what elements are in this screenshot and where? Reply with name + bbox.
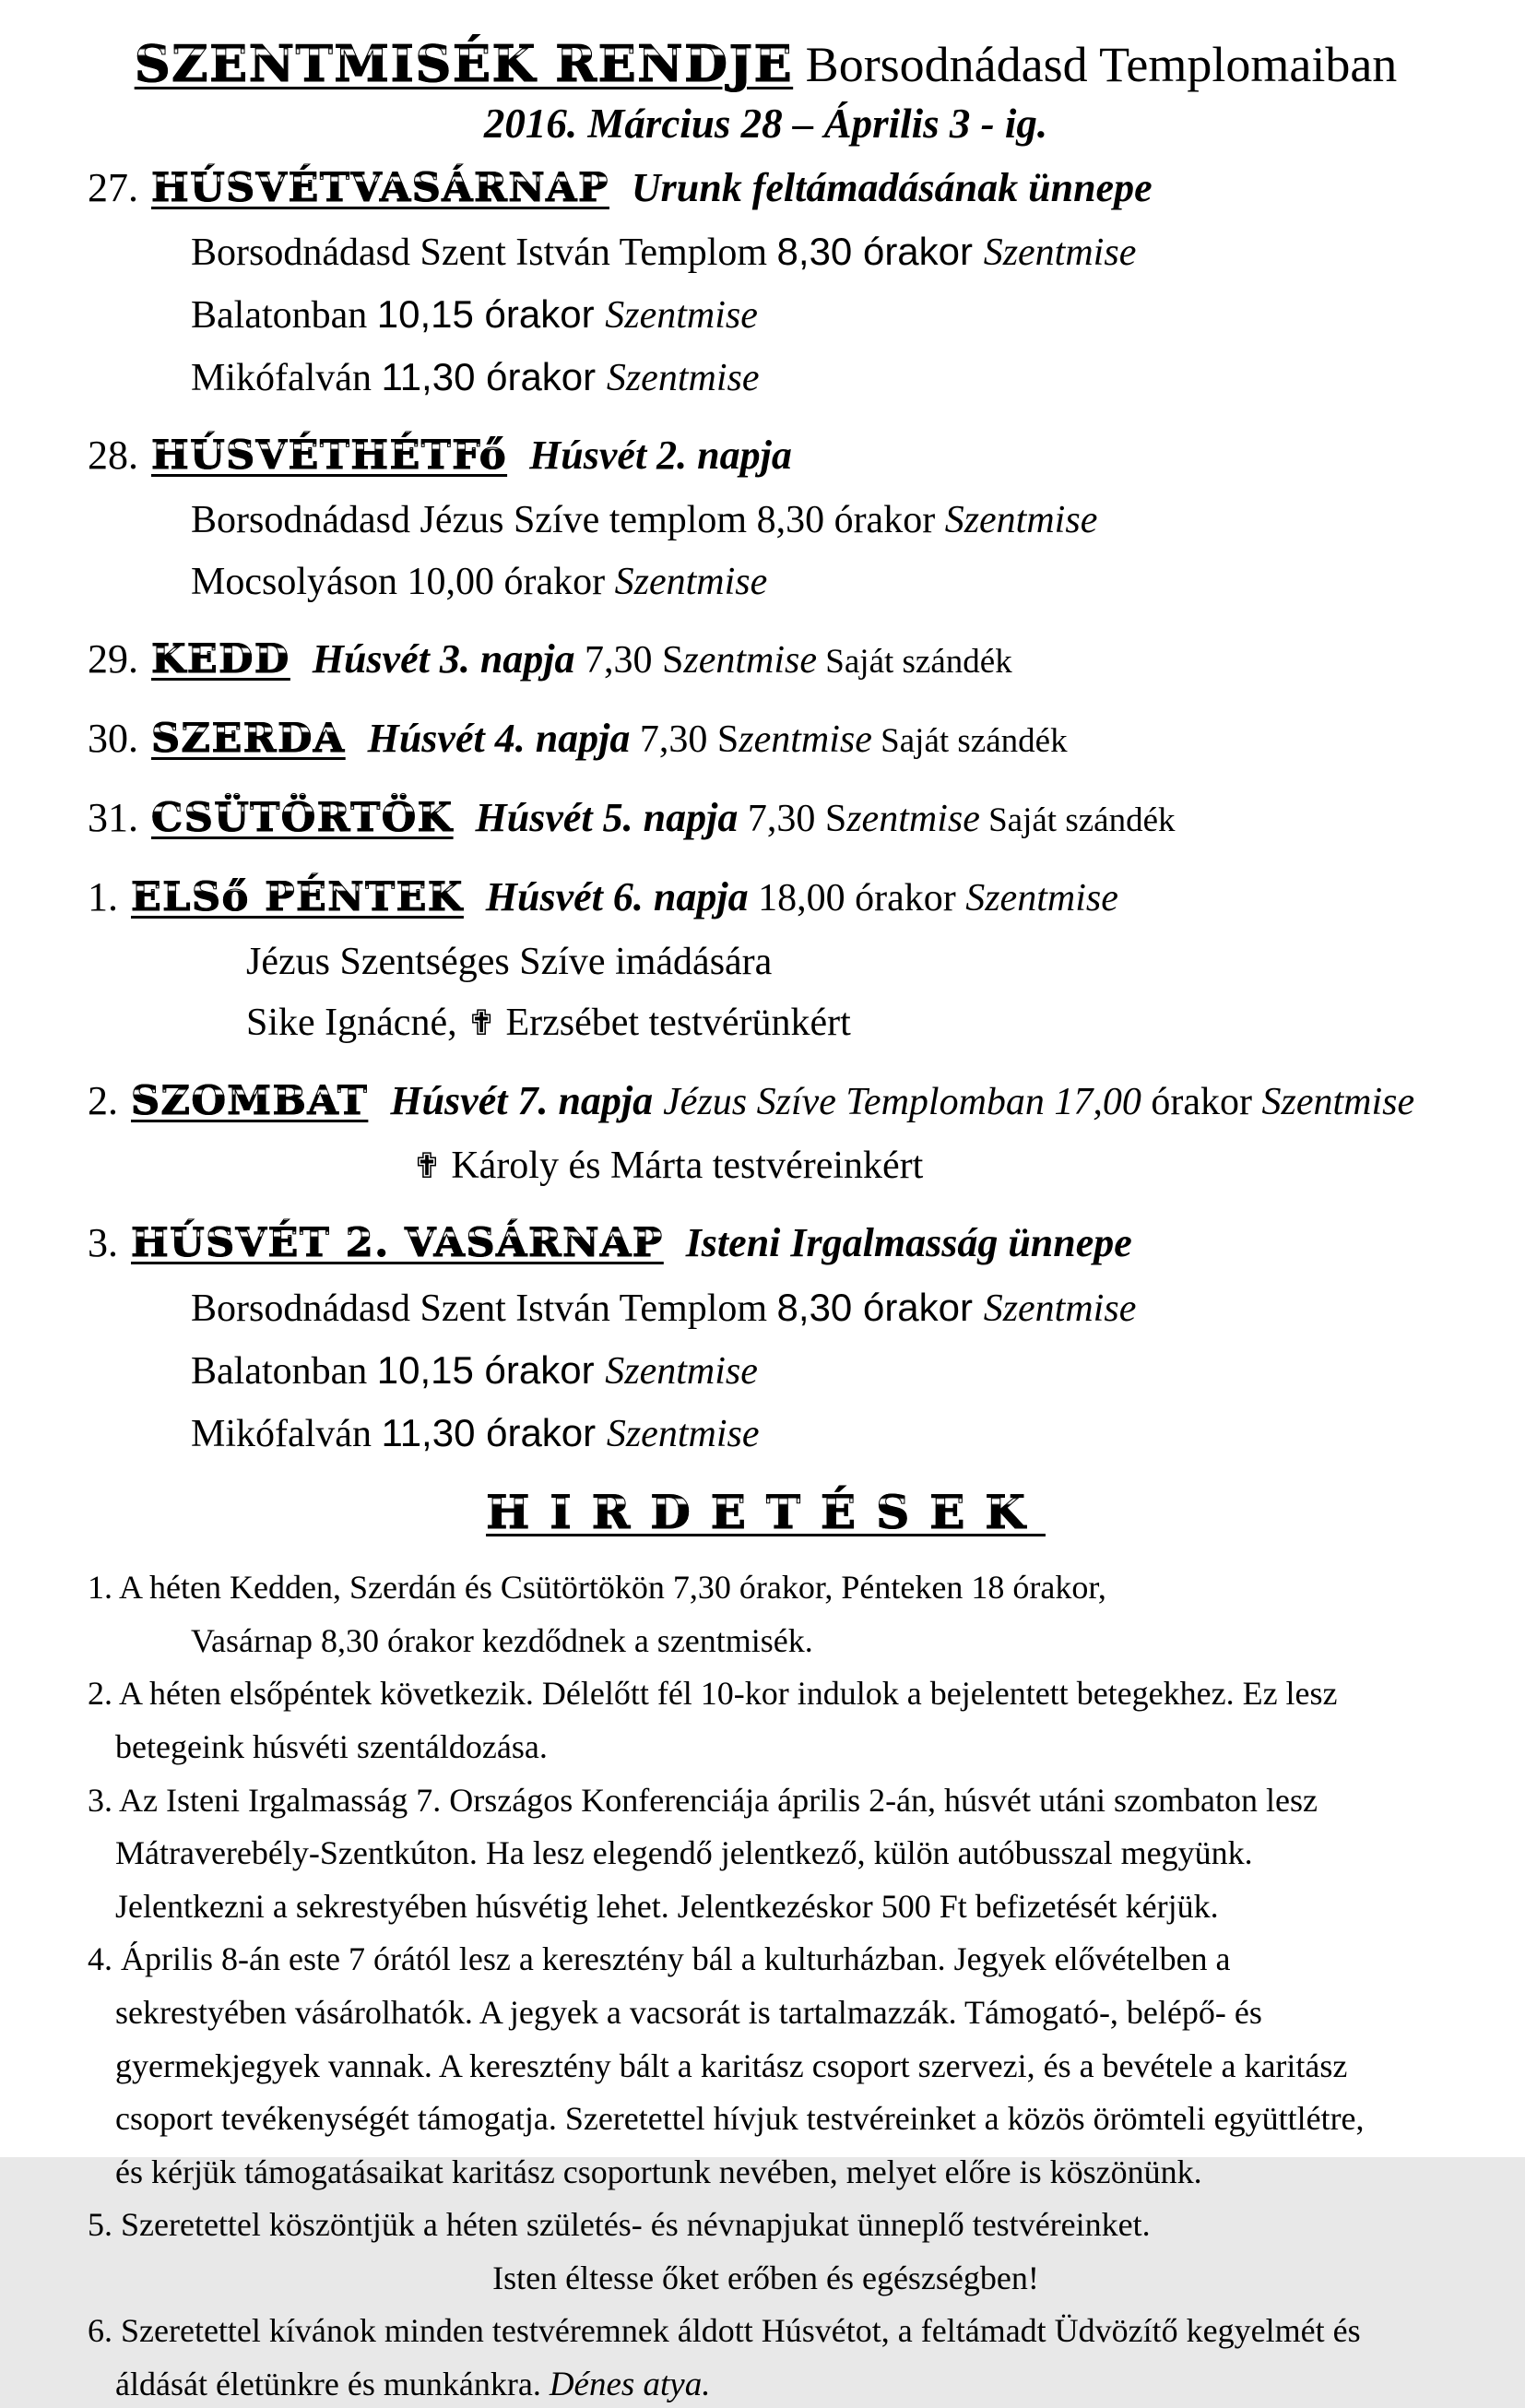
day-name: SZOMBAT: [131, 1078, 369, 1124]
section-header: [88, 429, 1444, 482]
title-decorative-text: SZENTMISÉK RENDJE: [134, 34, 794, 93]
text-run: 10,15 órakor: [376, 1347, 606, 1392]
text-run: Szentmise: [983, 1287, 1137, 1331]
section-header: [88, 161, 1444, 215]
text-run: 1. A héten Kedden, Szerdán és Csütörtökön 7,30 órakor, Pénteken 18 órakor,: [88, 1569, 1106, 1607]
text-run: Jézus Szíve Templomban 17,00: [663, 1081, 1141, 1123]
schedule-section: [88, 429, 1444, 607]
text-run: Szentmise: [614, 560, 768, 603]
day-name: CSÜTÖRTÖK: [151, 795, 454, 842]
text-run: Károly és Márta testvéreinkért: [441, 1144, 924, 1187]
cross-icon: ✟: [467, 1002, 496, 1044]
text-run: Húsvét 3. napja: [312, 636, 575, 682]
text-run: 10,15 órakor: [376, 291, 606, 336]
announcement-line: [88, 1725, 1444, 1770]
text-run: órakor: [1141, 1081, 1262, 1123]
section-header: [88, 1074, 1444, 1128]
announcement-line: [88, 2308, 1444, 2354]
day-name: HÚSVÉT 2. VASÁRNAP: [131, 1220, 664, 1267]
mass-line: [88, 495, 1444, 546]
text-run: 8,30 órakor: [776, 230, 984, 274]
text-run: 18,00 órakor: [748, 876, 966, 919]
text-run: Saját szándék: [817, 643, 1012, 682]
text-run: Jézus Szentséges Szíve imádására: [246, 940, 773, 983]
text-run: Szentmise: [605, 293, 758, 337]
day-number: 1.: [88, 873, 118, 919]
text-run: Húsvét 7. napja: [390, 1078, 664, 1123]
text-run: Húsvét 5. napja: [475, 795, 739, 841]
schedule-section: [88, 871, 1444, 1049]
text-run: Saját szándék: [979, 801, 1176, 840]
text-run: Dénes atya.: [549, 2366, 711, 2404]
document-header: [88, 33, 1444, 148]
text-run: Húsvét 6. napja: [485, 873, 749, 919]
mass-line: [88, 1141, 1444, 1192]
text-run: 7,30 S: [738, 798, 847, 841]
text-run: zentmise: [739, 718, 872, 762]
mass-line: [88, 937, 1444, 988]
text-run: 3. Az Isteni Irgalmasság 7. Országos Konferenciája április 2-án, húsvét utáni szombaton lesz: [88, 1781, 1318, 1819]
announcement-line: [88, 1671, 1444, 1716]
mass-line: [88, 1408, 1444, 1460]
text-run: 6. Szeretettel kívánok minden testvéremnek áldott Húsvétot, a feltámadt Üdvözítő kegyelmét és: [88, 2312, 1361, 2350]
announcement-line: [88, 1831, 1444, 1876]
text-run: Balatonban: [191, 293, 377, 337]
day-number: 2.: [88, 1078, 118, 1123]
text-run: gyermekjegyek vannak. A keresztény bált a karitász csoport szervezi, és a bevétele a karitász: [115, 2046, 1348, 2084]
announcement-line: [88, 2256, 1444, 2301]
day-number: 29.: [88, 636, 138, 682]
section-header: [88, 871, 1444, 924]
announcement-item: [88, 1778, 1444, 1929]
announcements-list: [88, 1565, 1444, 2408]
section-header: [88, 633, 1444, 686]
text-run: betegeink húsvéti szentáldozása.: [115, 1727, 548, 1765]
text-run: Szentmise: [606, 1412, 760, 1455]
text-run: Isteni Irgalmasság ünnepe: [685, 1220, 1132, 1266]
text-run: Mocsolyáson 10,00 órakor: [191, 560, 615, 603]
announcement-line: [88, 2202, 1444, 2248]
text-run: Szentmise: [983, 231, 1137, 275]
text-run: Balatonban: [191, 1349, 377, 1393]
announcement-line: [88, 1565, 1444, 1610]
day-name: HÚSVÉTVASÁRNAP: [151, 164, 609, 211]
text-run: Szentmise: [1261, 1081, 1415, 1123]
page-title: [88, 33, 1444, 97]
announcement-line: [88, 1884, 1444, 1929]
text-run: 11,30 órakor: [381, 1410, 607, 1454]
mass-line: [88, 557, 1444, 608]
announcement-item: [88, 1937, 1444, 2194]
text-run: Mikófalván: [191, 356, 382, 399]
text-run: sekrestyében vásárolhatók. A jegyek a vacsorát is tartalmazzák. Támogató-, belépő- és: [115, 1993, 1262, 2031]
text-run: Urunk feltámadásának ünnepe: [631, 164, 1153, 210]
text-run: Borsodnádasd Jézus Szíve templom 8,30 órakor: [191, 499, 945, 542]
text-run: Sike Ignácné,: [246, 1002, 467, 1045]
text-run: Mikófalván: [191, 1412, 382, 1455]
text-run: zentmise: [846, 798, 980, 841]
announcement-line: [88, 2150, 1444, 2195]
mass-line: [88, 290, 1444, 341]
text-run: 8,30 órakor: [776, 1286, 984, 1330]
announcement-line: [88, 1990, 1444, 2035]
schedule-section: [88, 161, 1444, 404]
day-number: 28.: [88, 433, 138, 479]
day-number: 31.: [88, 795, 138, 841]
announcement-item: [88, 1671, 1444, 1769]
text-run: Szentmise: [606, 356, 760, 399]
date-range: 2016. Március 28 – Április 3 - ig.: [483, 100, 1048, 147]
text-run: Szentmise: [605, 1349, 758, 1393]
day-number: 30.: [88, 716, 138, 762]
day-name: ELSő PÉNTEK: [131, 873, 464, 920]
announcement-item: [88, 2308, 1444, 2408]
mass-line: [88, 998, 1444, 1049]
schedule-section: [88, 1216, 1444, 1459]
text-run: Isten éltesse őket erőben és egészségben!: [492, 2259, 1039, 2296]
text-run: Mátraverebély-Szentkúton. Ha lesz elegendő jelentkező, külön autóbusszal megyünk.: [115, 1834, 1253, 1872]
text-run: 5. Szeretettel köszöntjük a héten születés- és névnapjukat ünneplő testvéreinket.: [88, 2206, 1151, 2244]
announcement-item: [88, 2202, 1444, 2300]
schedule-section: [88, 633, 1444, 686]
schedule-section: [88, 1074, 1444, 1191]
schedule-section: [88, 712, 1444, 765]
mass-line: [88, 352, 1444, 404]
day-number: 3.: [88, 1220, 118, 1266]
text-run: csoport tevékenységét támogatja. Szeretettel hívjuk testvéreinket a közös örömteli együttlétre,: [115, 2100, 1365, 2138]
text-run: áldását életünkre és munkánkra.: [115, 2366, 550, 2403]
day-name: HÚSVÉTHÉTFő: [151, 433, 508, 480]
announcement-item: [88, 1565, 1444, 1663]
mass-schedule: [88, 161, 1444, 1460]
title-plain-text: Borsodnádasd Templomaiban: [793, 37, 1398, 92]
section-header: [88, 712, 1444, 765]
announcements-heading: HIRDETÉSEK: [88, 1485, 1444, 1539]
text-run: 4. Április 8-án este 7 órától lesz a keresztény bál a kulturházban. Jegyek elővételben a: [88, 1940, 1231, 1978]
text-run: Szentmise: [944, 499, 1098, 542]
mass-line: [88, 1283, 1444, 1334]
text-run: zentmise: [683, 639, 818, 682]
text-run: Erzsébet testvérünkért: [495, 1002, 851, 1045]
mass-line: [88, 1346, 1444, 1397]
text-run: Jelentkezni a sekrestyében húsvétig lehet. Jelentkezéskor 500 Ft befizetését kérjük.: [115, 1887, 1219, 1925]
text-run: 2. A héten elsőpéntek következik. Délelőtt fél 10-kor indulok a bejelentett betegekhez. Ez lesz: [88, 1675, 1338, 1713]
announcement-line: [88, 1619, 1444, 1664]
announcement-line: [88, 1937, 1444, 1982]
mass-line: [88, 227, 1444, 279]
section-header: [88, 791, 1444, 845]
announcement-line: [88, 1778, 1444, 1823]
day-name: KEDD: [151, 636, 290, 683]
schedule-section: [88, 791, 1444, 845]
text-run: Borsodnádasd Szent István Templom: [191, 1287, 777, 1331]
day-name: SZERDA: [151, 716, 346, 763]
announcement-line: [88, 2096, 1444, 2141]
text-run: Szentmise: [965, 876, 1118, 919]
announcement-line: [88, 2362, 1444, 2408]
day-number: 27.: [88, 164, 138, 210]
cross-icon: ✟: [412, 1145, 442, 1186]
text-run: Vasárnap 8,30 órakor kezdődnek a szentmisék.: [191, 1621, 813, 1659]
announcement-line: [88, 2044, 1444, 2089]
text-run: és kérjük támogatásaikat karitász csoportunk nevében, melyet előre is köszönünk.: [115, 2153, 1202, 2190]
text-run: Borsodnádasd Szent István Templom: [191, 231, 777, 275]
text-run: Húsvét 2. napja: [529, 433, 792, 479]
text-run: Saját szándék: [871, 722, 1068, 761]
text-run: 11,30 órakor: [381, 354, 607, 398]
text-run: 7,30 S: [574, 639, 684, 682]
text-run: Húsvét 4. napja: [367, 716, 631, 762]
section-header: [88, 1216, 1444, 1270]
text-run: 7,30 S: [630, 718, 739, 762]
